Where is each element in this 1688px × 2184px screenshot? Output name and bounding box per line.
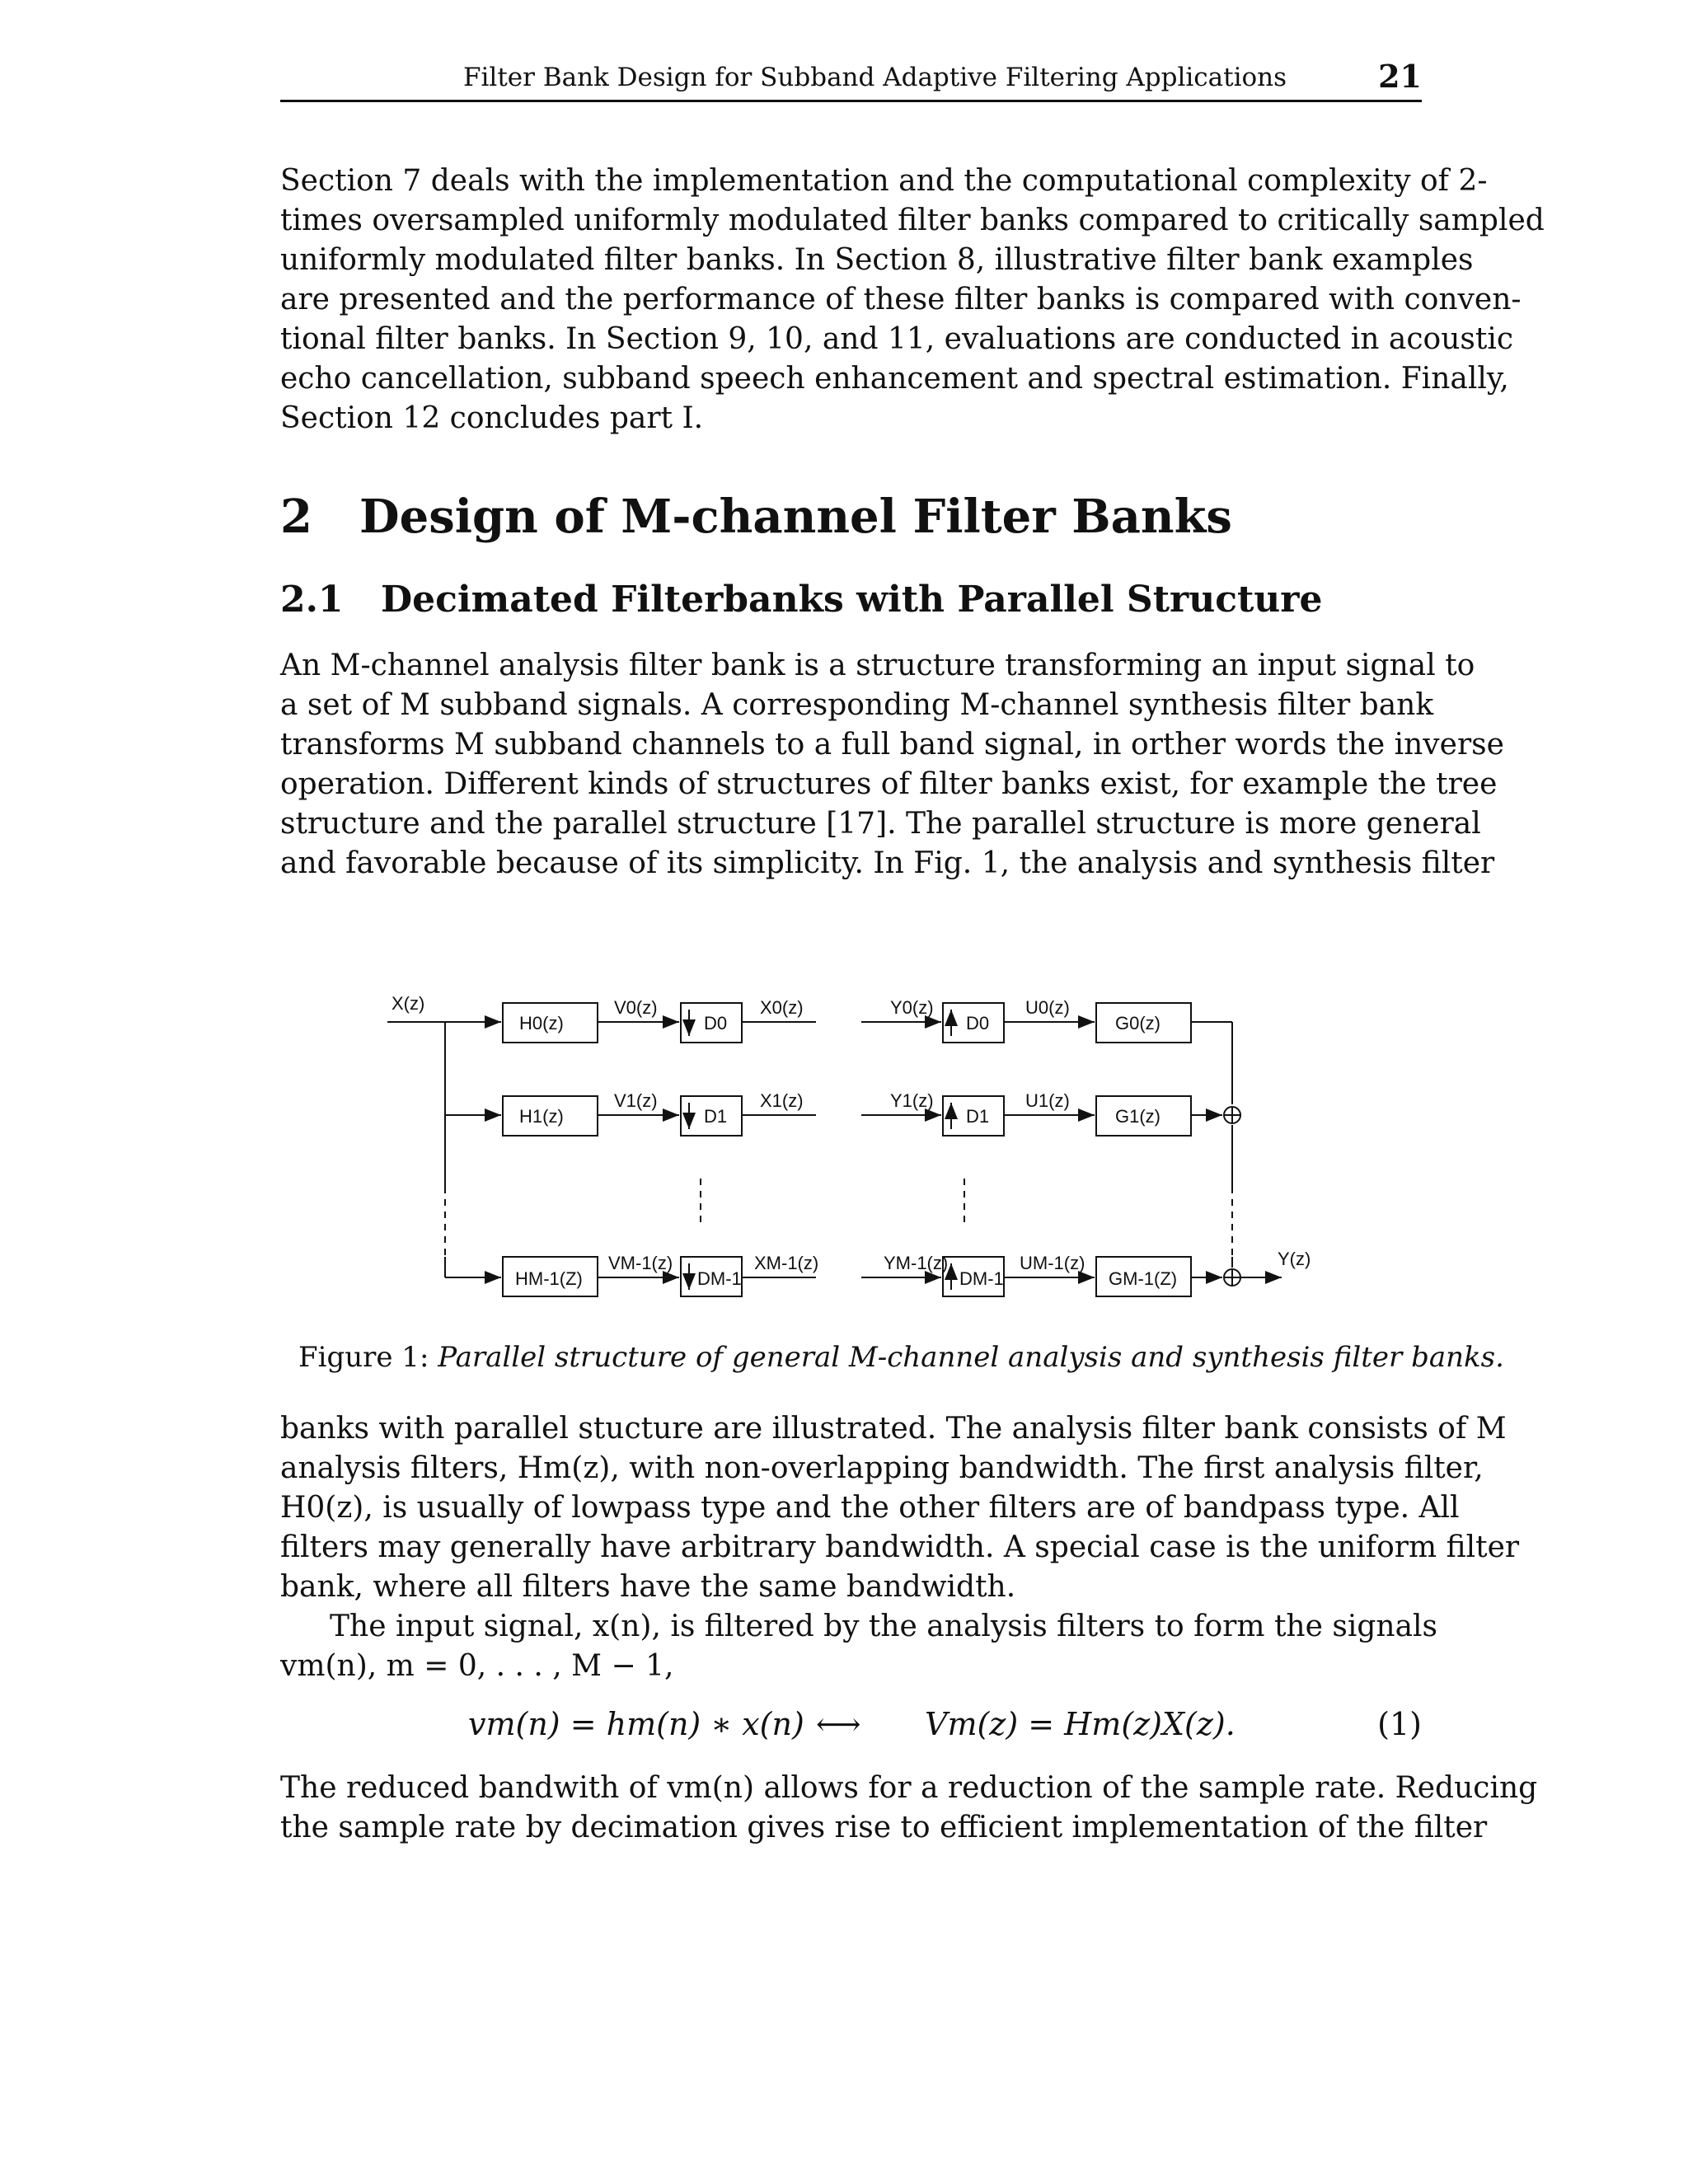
running-title: Filter Bank Design for Subband Adaptive Filtering Applications xyxy=(463,63,1287,92)
body-line: bank, where all filters have the same bandwidth. xyxy=(280,1570,1016,1604)
body-line: filters may generally have arbitrary bandwidth. A special case is the uniform filter xyxy=(280,1530,1520,1564)
body-line: a set of M subband signals. A corresponding M-channel synthesis filter bank xyxy=(280,688,1434,722)
intro-line: tional filter banks. In Section 9, 10, and 11, evaluations are conducted in acoustic xyxy=(280,322,1514,356)
equation-1 xyxy=(280,1706,1422,1749)
paragraph-decimation xyxy=(280,1769,1538,1848)
section-title: Design of M-channel Filter Banks xyxy=(359,490,1232,544)
input-label: X(z) xyxy=(392,993,425,1014)
upsampled-signal-label: UM-1(z) xyxy=(1020,1253,1085,1273)
subband-signal-label: V0(z) xyxy=(614,997,658,1018)
equation-number: (1) xyxy=(1377,1706,1422,1742)
decimated-signal-label: XM-1(z) xyxy=(754,1253,819,1273)
equation-rhs: Vm(z) = Hm(z)X(z). xyxy=(925,1706,1236,1742)
running-header xyxy=(280,56,1422,102)
equation-lhs: vm(n) = hm(n) ∗ x(n) xyxy=(468,1706,804,1742)
subband-signal-label: VM-1(z) xyxy=(608,1253,673,1273)
body-line: vm(n), m = 0, . . . , M − 1, xyxy=(280,1649,674,1683)
subsection-heading xyxy=(280,579,1322,621)
decimator-label: DM-1 xyxy=(697,1268,742,1289)
body-line: transforms M subband channels to a full band signal, in orther words the inverse xyxy=(280,728,1504,762)
body-line: H0(z), is usually of lowpass type and the other filters are of bandpass type. All xyxy=(280,1491,1460,1525)
interpolator-label: D0 xyxy=(966,1013,990,1033)
output-label: Y(z) xyxy=(1278,1249,1311,1269)
decimated-signal-label: X0(z) xyxy=(760,997,804,1018)
synthesis-filter-label: GM-1(Z) xyxy=(1109,1268,1178,1289)
synthesis-input-label: YM-1(z) xyxy=(884,1253,949,1273)
interpolator-label: DM-1 xyxy=(959,1268,1004,1289)
body-line: operation. Different kinds of structures of filter banks exist, for example the tree xyxy=(280,767,1498,801)
body-line: The reduced bandwith of vm(n) allows for a reduction of the sample rate. Reducing xyxy=(280,1771,1538,1805)
decimator-label: D1 xyxy=(704,1106,728,1127)
subsection-title: Decimated Filterbanks with Parallel Structure xyxy=(381,579,1323,621)
intro-line: echo cancellation, subband speech enhancement and spectral estimation. Finally, xyxy=(280,362,1509,396)
paragraph-analysis-filters xyxy=(280,1409,1520,1607)
interpolator-label: D1 xyxy=(966,1106,990,1127)
analysis-filter-label: H1(z) xyxy=(519,1106,564,1127)
body-line: and favorable because of its simplicity. In Fig. 1, the analysis and synthesis filter xyxy=(280,846,1495,880)
upsampled-signal-label: U0(z) xyxy=(1025,997,1070,1018)
synthesis-input-label: Y0(z) xyxy=(890,997,934,1018)
decimator-label: D0 xyxy=(704,1013,728,1033)
intro-line: times oversampled uniformly modulated filter banks compared to critically sampled xyxy=(280,204,1545,237)
synthesis-input-label: Y1(z) xyxy=(890,1090,934,1111)
paragraph-filter-banks xyxy=(280,646,1504,883)
body-line: the sample rate by decimation gives rise to efficient implementation of the filter xyxy=(280,1811,1488,1844)
figure-caption xyxy=(298,1341,1504,1374)
intro-line: Section 7 deals with the implementation and the computational complexity of 2- xyxy=(280,164,1488,198)
upsampled-signal-label: U1(z) xyxy=(1025,1090,1070,1111)
synthesis-filter-label: G1(z) xyxy=(1115,1106,1160,1127)
intro-line: are presented and the performance of these filter banks is compared with conven- xyxy=(280,283,1522,316)
analysis-filter-label: H0(z) xyxy=(519,1013,564,1033)
decimated-signal-label: X1(z) xyxy=(760,1090,804,1111)
subband-signal-label: V1(z) xyxy=(614,1090,658,1111)
section-heading xyxy=(280,490,1232,544)
body-line: An M-channel analysis filter bank is a structure transforming an input signal to xyxy=(280,649,1475,682)
body-line: The input signal, x(n), is filtered by the analysis filters to form the signals xyxy=(330,1610,1438,1643)
paragraph-input-signal xyxy=(280,1607,1438,1686)
subsection-number: 2.1 xyxy=(280,579,344,621)
intro-line: uniformly modulated filter banks. In Section 8, illustrative filter bank examples xyxy=(280,243,1474,277)
synthesis-filter-label: G0(z) xyxy=(1115,1013,1160,1033)
equation-arrow: ⟷ xyxy=(816,1706,861,1742)
section-number: 2 xyxy=(280,490,312,544)
body-line: banks with parallel stucture are illustrated. The analysis filter bank consists of M xyxy=(280,1412,1507,1446)
intro-paragraph xyxy=(280,162,1545,438)
page-number: 21 xyxy=(1378,58,1422,95)
figure-block-diagram xyxy=(379,985,1335,1306)
intro-line: Section 12 concludes part I. xyxy=(280,401,704,435)
analysis-filter-label: HM-1(Z) xyxy=(515,1268,583,1289)
body-line: analysis filters, Hm(z), with non-overlapping bandwidth. The first analysis filter, xyxy=(280,1451,1484,1485)
figure-caption-label: Figure 1: xyxy=(298,1341,429,1374)
body-line: structure and the parallel structure [17]. The parallel structure is more general xyxy=(280,807,1481,841)
figure-caption-text: Parallel structure of general M-channel analysis and synthesis filter banks. xyxy=(438,1341,1504,1374)
